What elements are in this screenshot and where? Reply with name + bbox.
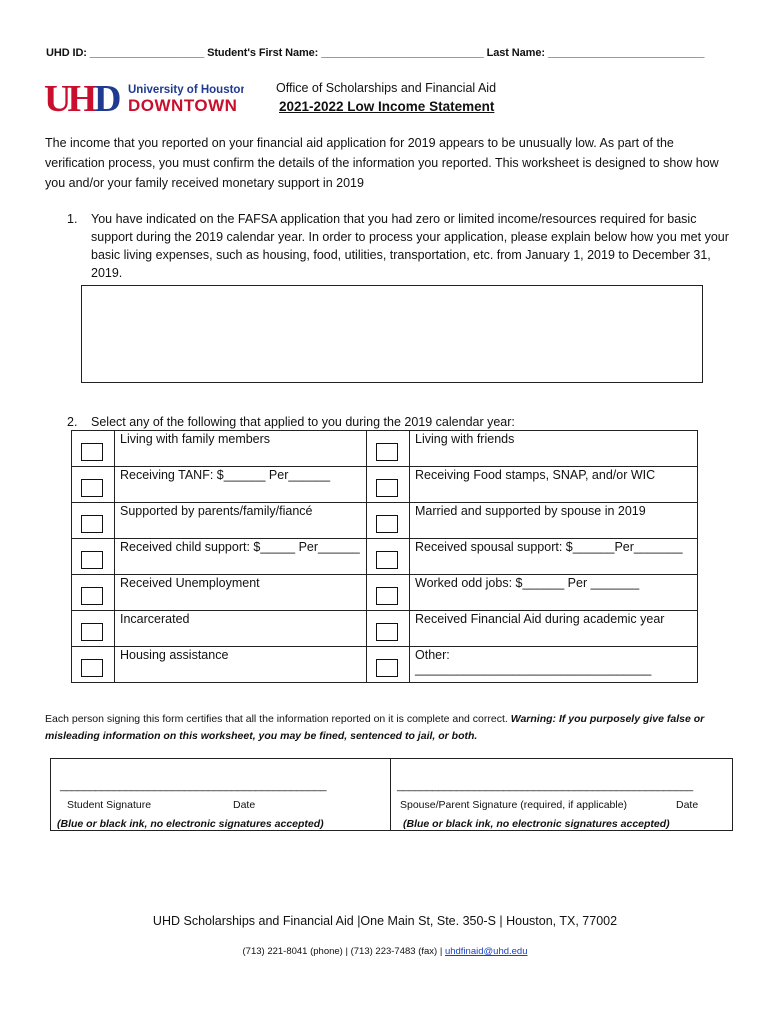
checkbox[interactable] [81, 623, 103, 641]
certification-warning: Warning: If you purposely give false or misleading information on this worksheet, you may be fined, sentenced to jail, or both. [45, 713, 705, 742]
option-label: Receiving Food stamps, SNAP, and/or WIC [410, 467, 698, 503]
student-id-header-line: UHD ID: ___________________ Student's First Name: ___________________________ Last Name: __________________________ [46, 47, 705, 59]
checkbox[interactable] [376, 587, 398, 605]
option-label: Married and supported by spouse in 2019 [410, 503, 698, 539]
student-signature-line[interactable]: _____________________________________________ [60, 780, 327, 792]
checkbox[interactable] [376, 623, 398, 641]
question-2-text: Select any of the following that applied to you during the 2019 calendar year: [91, 415, 515, 429]
table-row [72, 467, 698, 503]
option-label: Received spousal support: $______Per_______ [410, 539, 698, 575]
checkbox[interactable] [81, 443, 103, 461]
question-2 [67, 413, 707, 431]
option-label: Living with family members [115, 431, 367, 467]
option-label: Received child support: $_____ Per______ [115, 539, 367, 575]
checkbox[interactable] [376, 551, 398, 569]
checkbox[interactable] [376, 515, 398, 533]
svg-text:UH: UH [44, 80, 93, 116]
spouse-signature-label: Spouse/Parent Signature (required, if applicable) [400, 799, 628, 811]
footer-contact [0, 946, 770, 957]
svg-text:DOWNTOWN: DOWNTOWN [128, 96, 238, 115]
option-label: Receiving TANF: $______ Per______ [115, 467, 367, 503]
explanation-textbox[interactable] [81, 285, 703, 383]
certification-text: Each person signing this form certifies that all the information reported on it is complete and correct. [45, 713, 508, 725]
student-ink-note: (Blue or black ink, no electronic signatures accepted) [57, 818, 324, 830]
spouse-date-label: Date [676, 799, 699, 811]
other-label: Other: [415, 648, 450, 662]
option-label: Received Unemployment [115, 575, 367, 611]
spouse-ink-note: (Blue or black ink, no electronic signatures accepted) [403, 818, 670, 830]
intro-paragraph: The income that you reported on your financial aid application for 2019 appears to be unusually low. As part of the verification process, you must confirm the details of the information you reported. This worksheet is designed to show how you and/or your family received monetary support in 2019 [45, 136, 719, 190]
certification-statement [45, 711, 735, 745]
table-row [72, 539, 698, 575]
checkbox[interactable] [81, 551, 103, 569]
table-row [72, 611, 698, 647]
table-row [72, 647, 698, 683]
email-link[interactable]: uhdfinaid@uhd.edu [444, 946, 528, 957]
table-row [72, 503, 698, 539]
option-label: Living with friends [410, 431, 698, 467]
uhd-logo-mark [44, 80, 244, 116]
option-label: Supported by parents/family/fiancé [115, 503, 367, 539]
option-label: Worked odd jobs: $______ Per _______ [410, 575, 698, 611]
signature-divider [390, 758, 391, 831]
other-fill-line[interactable]: __________________________________ [415, 662, 652, 676]
checkbox[interactable] [376, 479, 398, 497]
uhd-logo [44, 80, 244, 116]
option-label: Received Financial Aid during academic year [410, 611, 698, 647]
spouse-signature-line[interactable]: __________________________________________________ [397, 780, 693, 792]
table-row [72, 575, 698, 611]
option-label: Incarcerated [115, 611, 367, 647]
checkbox[interactable] [81, 659, 103, 677]
footer-phone-fax: (713) 221-8041 (phone) | (713) 223-7483 (fax) | [242, 946, 445, 957]
checkbox[interactable] [81, 587, 103, 605]
support-options-table [71, 430, 698, 683]
table-row [72, 431, 698, 467]
checkbox[interactable] [81, 515, 103, 533]
student-signature-label: Student Signature [67, 799, 152, 811]
checkbox[interactable] [376, 443, 398, 461]
svg-text:D: D [94, 80, 122, 116]
svg-text:University of Houston: University of Houston [128, 84, 244, 96]
question-1-text: You have indicated on the FAFSA application that you had zero or limited income/resources required for basic support during the 2019 calendar year. In order to process your application, please explain below how you met your basic living expenses, such as housing, food, utilities, transportation, etc. from January 1, 2019 to December 31, 2019. [91, 212, 729, 280]
option-label-other [410, 647, 698, 683]
page-title: 2021-2022 Low Income Statement [279, 99, 495, 114]
footer-address: UHD Scholarships and Financial Aid |One Main St, Ste. 350-S | Houston, TX, 77002 [152, 914, 618, 928]
office-name: Office of Scholarships and Financial Aid [276, 81, 497, 95]
question-1-number: 1. [67, 212, 78, 226]
checkbox[interactable] [81, 479, 103, 497]
question-2-number: 2. [67, 415, 78, 429]
student-date-label: Date [233, 799, 256, 811]
checkbox[interactable] [376, 659, 398, 677]
question-1 [67, 210, 737, 282]
option-label: Housing assistance [115, 647, 367, 683]
